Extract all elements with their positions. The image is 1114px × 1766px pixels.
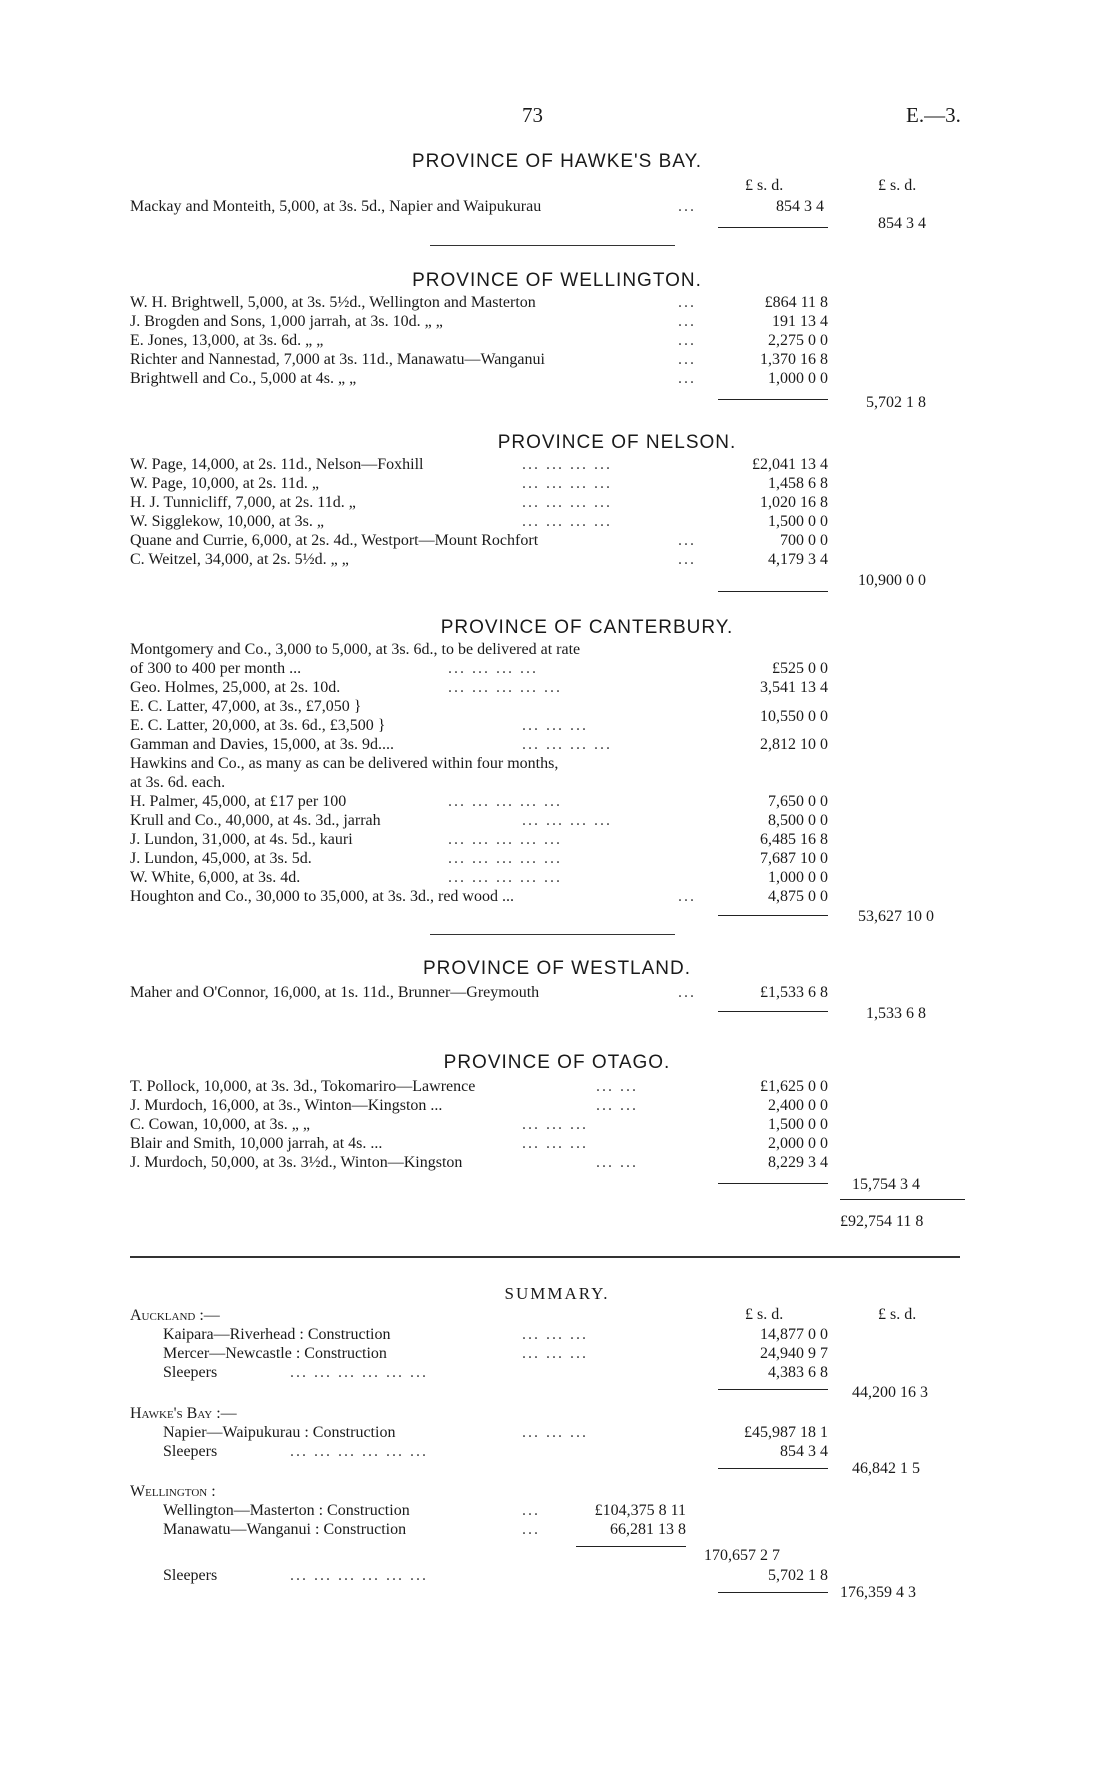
- table-row: [0, 754, 1114, 773]
- row-leader: ... ... ...: [522, 717, 588, 734]
- row-description: J. Murdoch, 16,000, at 3s., Winton—Kingston ...: [130, 1097, 443, 1114]
- subtotal-rule: [576, 1546, 686, 1547]
- summary-column-header-detail: £ s. d.: [745, 1306, 784, 1323]
- table-row: [0, 550, 1114, 569]
- table-row: [0, 1566, 1114, 1585]
- row-amount: 1,458 6 8: [768, 475, 828, 492]
- grand-total: £92,754 11 8: [840, 1213, 924, 1230]
- row-amount: 1,500 0 0: [768, 1116, 828, 1133]
- row-leader: ... ... ... ...: [522, 513, 612, 530]
- row-amount: 1,020 16 8: [760, 494, 828, 511]
- row-description: C. Weitzel, 34,000, at 2s. 5½d. „ „: [130, 551, 349, 568]
- row-leader: ... ... ... ... ...: [448, 850, 562, 867]
- table-row: [0, 1501, 1114, 1520]
- row-amount: 854 3 4: [780, 1443, 828, 1460]
- row-amount: 2,812 10 0: [760, 736, 828, 753]
- row-amount: 8,229 3 4: [768, 1154, 828, 1171]
- table-row: [0, 1153, 1114, 1172]
- row-amount: 10,550 0 0: [760, 708, 828, 725]
- row-leader: ...: [678, 888, 696, 905]
- row-amount: 2,000 0 0: [768, 1135, 828, 1152]
- table-row: [0, 735, 1114, 754]
- row-leader: ... ... ...: [522, 1345, 588, 1362]
- row-amount: 14,877 0 0: [760, 1326, 828, 1343]
- row-leader: ... ...: [596, 1154, 638, 1171]
- row-leader: ...: [678, 351, 696, 368]
- row-leader: ... ... ... ...: [522, 736, 612, 753]
- page-number: 73: [522, 103, 543, 127]
- row-description: Houghton and Co., 30,000 to 35,000, at 3s. 3d., red wood ...: [130, 888, 514, 905]
- table-row: [0, 1520, 1114, 1539]
- row-description: Geo. Holmes, 25,000, at 2s. 10d.: [130, 679, 341, 696]
- row-description: Maher and O'Connor, 16,000, at 1s. 11d., Brunner—Greymouth: [130, 984, 540, 1001]
- table-row: [0, 659, 1114, 678]
- row-leader: ...: [678, 294, 696, 311]
- table-row: [0, 983, 1114, 1002]
- section-title-canterbury: PROVINCE OF CANTERBURY.: [440, 617, 734, 638]
- table-row: [0, 350, 1114, 369]
- row-description: Richter and Nannestad, 7,000 at 3s. 11d., Manawatu—Wanganui: [130, 351, 545, 368]
- row-amount: 2,275 0 0: [768, 332, 828, 349]
- row-leader: ...: [678, 370, 696, 387]
- summary-title: SUMMARY.: [504, 1284, 610, 1303]
- summary-total-hawkes-bay: 46,842 1 5: [852, 1460, 920, 1477]
- summary-column-header-total: £ s. d.: [878, 1306, 917, 1323]
- row-amount: 1,000 0 0: [768, 370, 828, 387]
- subtotal-rule: [718, 1183, 828, 1184]
- row-leader: ...: [678, 532, 696, 549]
- document-reference: E.—3.: [906, 103, 961, 127]
- row-leader: ... ... ... ...: [522, 475, 612, 492]
- section-title-hawkes-bay: PROVINCE OF HAWKE'S BAY.: [411, 151, 703, 172]
- row-leader: ... ...: [596, 1078, 638, 1095]
- row-description: Gamman and Davies, 15,000, at 3s. 9d....: [130, 736, 394, 753]
- row-leader: ...: [522, 1521, 540, 1538]
- row-leader: ... ... ...: [522, 1135, 588, 1152]
- row-amount: 8,500 0 0: [768, 812, 828, 829]
- row-amount: 700 0 0: [780, 532, 828, 549]
- summary-label-wellington: Wellington :: [130, 1483, 216, 1500]
- row-amount: 6,485 16 8: [760, 831, 828, 848]
- row-description: E. C. Latter, 47,000, at 3s., £7,050 }: [130, 698, 362, 715]
- table-row: [0, 830, 1114, 849]
- row-description: Blair and Smith, 10,000 jarrah, at 4s. ...: [130, 1135, 383, 1152]
- row-amount: 4,383 6 8: [768, 1364, 828, 1381]
- subtotal-rule: [718, 915, 828, 916]
- summary-label-auckland: Auckland :—: [130, 1307, 220, 1324]
- row-description: Mackay and Monteith, 5,000, at 3s. 5d., Napier and Waipukurau: [130, 198, 542, 215]
- row-leader: ...: [678, 984, 696, 1001]
- subtotal-rule: [718, 1592, 828, 1593]
- section-total: 854 3 4: [878, 215, 926, 232]
- summary-group-label: [0, 1404, 1114, 1423]
- row-amount: 1,000 0 0: [768, 869, 828, 886]
- grand-total-rule: [840, 1199, 965, 1200]
- row-description: W. Page, 10,000, at 2s. 11d. „: [130, 475, 320, 492]
- row-description: Manawatu—Wanganui : Construction: [163, 1521, 407, 1538]
- table-row: [0, 1077, 1114, 1096]
- row-description: Mercer—Newcastle : Construction: [163, 1345, 387, 1362]
- section-title-westland: PROVINCE OF WESTLAND.: [422, 958, 692, 979]
- row-leader: ... ... ... ... ... ...: [290, 1443, 428, 1460]
- table-row: [0, 868, 1114, 887]
- table-row: [0, 773, 1114, 792]
- row-description: J. Brogden and Sons, 1,000 jarrah, at 3s. 10d. „ „: [130, 313, 443, 330]
- row-leader: ... ... ...: [522, 1424, 588, 1441]
- row-amount: £2,041 13 4: [752, 456, 828, 473]
- row-amount: £864 11 8: [764, 294, 828, 311]
- table-row: [0, 697, 1114, 716]
- table-row: [0, 792, 1114, 811]
- section-title-otago: PROVINCE OF OTAGO.: [443, 1052, 671, 1073]
- table-row: [0, 887, 1114, 906]
- row-leader: ...: [678, 313, 696, 330]
- row-amount: 191 13 4: [772, 313, 828, 330]
- row-description: Sleepers: [163, 1364, 218, 1381]
- row-leader: ... ... ... ...: [522, 812, 612, 829]
- row-leader: ... ... ... ...: [522, 494, 612, 511]
- row-description: W. H. Brightwell, 5,000, at 3s. 5½d., Wellington and Masterton: [130, 294, 536, 311]
- row-leader: ...: [678, 332, 696, 349]
- row-description: W. White, 6,000, at 3s. 4d.: [130, 869, 301, 886]
- summary-subtotal-wellington: 170,657 2 7: [704, 1547, 780, 1564]
- row-amount: 5,702 1 8: [768, 1567, 828, 1584]
- row-leader: ... ... ... ... ...: [448, 679, 562, 696]
- table-row: [0, 493, 1114, 512]
- row-description: at 3s. 6d. each.: [130, 774, 226, 791]
- row-description: C. Cowan, 10,000, at 3s. „ „: [130, 1116, 310, 1133]
- table-row: [0, 369, 1114, 388]
- row-amount: £525 0 0: [772, 660, 828, 677]
- row-description: J. Lundon, 45,000, at 3s. 5d.: [130, 850, 312, 867]
- row-amount: £1,533 6 8: [760, 984, 828, 1001]
- table-row: [0, 1134, 1114, 1153]
- row-leader: ...: [678, 551, 696, 568]
- row-leader: ...: [678, 198, 696, 215]
- table-row: [0, 1344, 1114, 1363]
- section-total: 1,533 6 8: [866, 1005, 926, 1022]
- row-amount: £104,375 8 11: [594, 1502, 686, 1519]
- row-description: Sleepers: [163, 1443, 218, 1460]
- summary-total-wellington: 176,359 4 3: [840, 1584, 916, 1601]
- table-row: [0, 197, 1114, 216]
- summary-label-hawkes-bay: Hawke's Bay :—: [130, 1405, 237, 1422]
- table-row: [0, 312, 1114, 331]
- table-row: [0, 1423, 1114, 1442]
- row-description: H. Palmer, 45,000, at £17 per 100: [130, 793, 347, 810]
- section-divider: [430, 934, 675, 935]
- section-divider: [430, 245, 675, 246]
- table-row: [0, 1096, 1114, 1115]
- subtotal-rule: [718, 227, 828, 228]
- section-total: 10,900 0 0: [858, 572, 926, 589]
- row-amount: 1,370 16 8: [760, 351, 828, 368]
- row-description: W. Sigglekow, 10,000, at 3s. „: [130, 513, 324, 530]
- row-leader: ... ... ... ... ...: [448, 831, 562, 848]
- row-description: E. Jones, 13,000, at 3s. 6d. „ „: [130, 332, 324, 349]
- row-leader: ... ... ... ...: [448, 660, 538, 677]
- row-amount: 66,281 13 8: [610, 1521, 686, 1538]
- row-leader: ... ... ... ... ...: [448, 869, 562, 886]
- table-row: [0, 708, 1114, 735]
- row-amount: £45,987 18 1: [744, 1424, 828, 1441]
- row-description: Napier—Waipukurau : Construction: [163, 1424, 396, 1441]
- row-amount: £1,625 0 0: [760, 1078, 828, 1095]
- subtotal-rule: [718, 1011, 828, 1012]
- row-description: T. Pollock, 10,000, at 3s. 3d., Tokomariro—Lawrence: [130, 1078, 476, 1095]
- column-header-detail: £ s. d.: [745, 177, 784, 194]
- row-amount: 1,500 0 0: [768, 513, 828, 530]
- table-row: [0, 1442, 1114, 1461]
- row-description: of 300 to 400 per month ...: [130, 660, 302, 677]
- row-amount: 2,400 0 0: [768, 1097, 828, 1114]
- summary-group-label: [0, 1306, 1114, 1325]
- row-amount: 4,875 0 0: [768, 888, 828, 905]
- row-amount: 3,541 13 4: [760, 679, 828, 696]
- subtotal-rule: [718, 591, 828, 592]
- row-description: J. Murdoch, 50,000, at 3s. 3½d., Winton—Kingston: [130, 1154, 463, 1171]
- row-amount: 7,687 10 0: [760, 850, 828, 867]
- table-row: [0, 811, 1114, 830]
- table-row: [0, 1115, 1114, 1134]
- row-description: W. Page, 14,000, at 2s. 11d., Nelson—Foxhill: [130, 456, 424, 473]
- row-description: Hawkins and Co., as many as can be delivered within four months,: [130, 755, 559, 772]
- subtotal-rule: [718, 399, 828, 400]
- row-description: E. C. Latter, 20,000, at 3s. 6d., £3,500 }: [130, 717, 386, 734]
- table-row: [0, 1363, 1114, 1382]
- column-header-total: £ s. d.: [878, 177, 917, 194]
- section-total: 15,754 3 4: [852, 1176, 920, 1193]
- section-total: 5,702 1 8: [866, 394, 926, 411]
- row-leader: ... ... ... ...: [522, 456, 612, 473]
- row-description: J. Lundon, 31,000, at 4s. 5d., kauri: [130, 831, 353, 848]
- row-amount: 4,179 3 4: [768, 551, 828, 568]
- row-description: Montgomery and Co., 3,000 to 5,000, at 3s. 6d., to be delivered at rate: [130, 641, 581, 658]
- row-description: Brightwell and Co., 5,000 at 4s. „ „: [130, 370, 357, 387]
- row-description: H. J. Tunnicliff, 7,000, at 2s. 11d. „: [130, 494, 356, 511]
- table-row: [0, 474, 1114, 493]
- row-leader: ... ... ... ... ... ...: [290, 1364, 428, 1381]
- section-title-wellington: PROVINCE OF WELLINGTON.: [412, 270, 702, 291]
- table-row: [0, 512, 1114, 531]
- section-title-nelson: PROVINCE OF NELSON.: [497, 432, 737, 453]
- table-row: [0, 1325, 1114, 1344]
- summary-divider: [130, 1256, 960, 1258]
- table-row: [0, 640, 1114, 659]
- row-description: Krull and Co., 40,000, at 4s. 3d., jarrah: [130, 812, 381, 829]
- row-leader: ... ...: [596, 1097, 638, 1114]
- subtotal-rule: [718, 1468, 828, 1469]
- row-leader: ... ... ...: [522, 1116, 588, 1133]
- row-description: Quane and Currie, 6,000, at 2s. 4d., Westport—Mount Rochfort: [130, 532, 539, 549]
- subtotal-rule: [718, 1389, 828, 1390]
- summary-total-auckland: 44,200 16 3: [852, 1384, 928, 1401]
- table-row: [0, 531, 1114, 550]
- table-row: [0, 331, 1114, 350]
- table-row: [0, 678, 1114, 697]
- table-row: [0, 849, 1114, 868]
- table-row: [0, 455, 1114, 474]
- row-amount: 7,650 0 0: [768, 793, 828, 810]
- row-description: Wellington—Masterton : Construction: [163, 1502, 410, 1519]
- row-leader: ... ... ... ... ...: [448, 793, 562, 810]
- table-row: [0, 293, 1114, 312]
- row-description: Kaipara—Riverhead : Construction: [163, 1326, 391, 1343]
- summary-group-label: [0, 1482, 1114, 1501]
- row-leader: ... ... ... ... ... ...: [290, 1567, 428, 1584]
- row-amount: 24,940 9 7: [760, 1345, 828, 1362]
- section-total: 53,627 10 0: [858, 908, 934, 925]
- row-amount: 854 3 4: [776, 198, 824, 215]
- row-leader: ...: [522, 1502, 540, 1519]
- row-leader: ... ... ...: [522, 1326, 588, 1343]
- row-description: Sleepers: [163, 1567, 218, 1584]
